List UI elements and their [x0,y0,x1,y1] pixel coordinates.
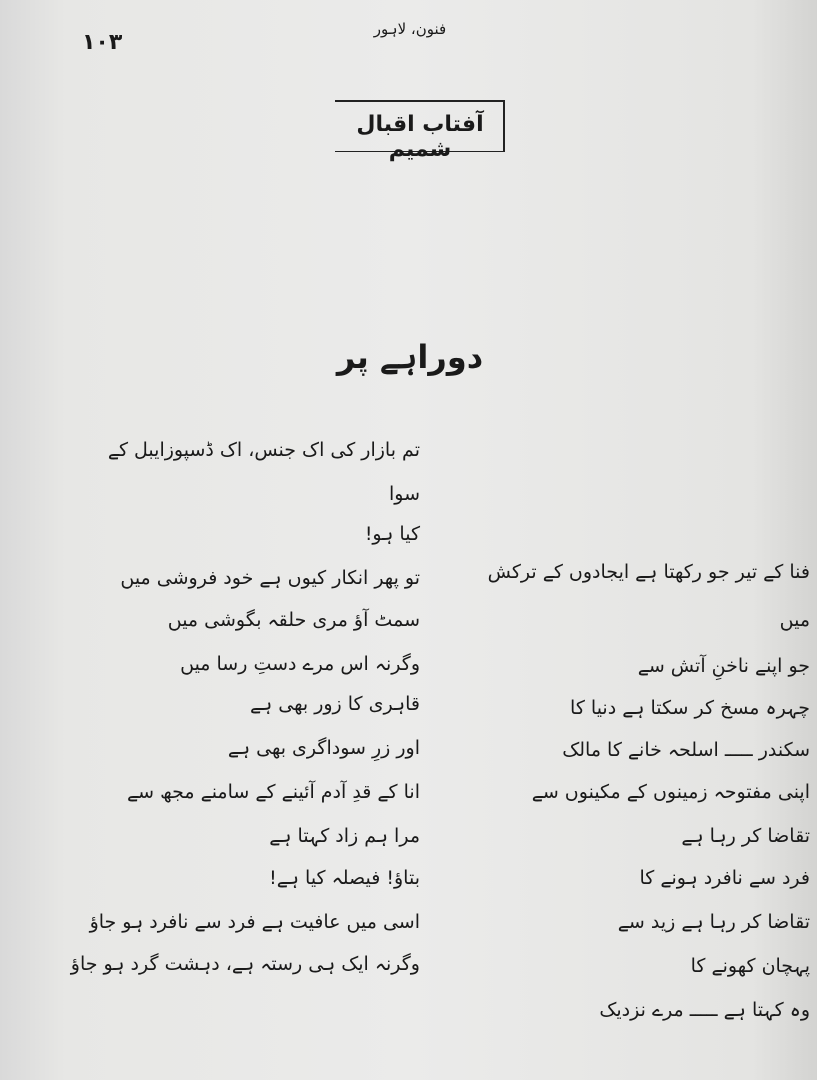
poem-line: میں [779,609,810,631]
poem-line: سمٹ آؤ مری حلقہ بگوشی میں [167,609,420,631]
poem-line: فرد سے نافرد ہونے کا [639,867,810,889]
poem-line: سکندر ـــــ اسلحہ خانے کا مالک [562,739,810,761]
poem-line: تقاضا کر رہا ہے [681,825,810,847]
poem-line: اور زرِ سوداگری بھی ہے [227,737,420,759]
poem-line: وہ کہتا ہے ـــــ مرے نزدیک [599,999,810,1021]
poem-line: تو پھر انکار کیوں ہے خود فروشی میں [120,567,420,589]
poem-line: قاہری کا زور بھی ہے [249,693,420,715]
poem-line: کیا ہو! [364,523,420,545]
poem-title: دوراہے پر [336,338,484,376]
poem-left-column [70,430,420,1030]
poem-line: تم بازار کی اک جنس، اک ڈسپوزایبل کے [107,439,420,461]
poem-line: وگرنہ ایک ہی رستہ ہے، دہشت گرد ہو جاؤ [70,953,420,975]
poem-line: فنا کے تیر جو رکھتا ہے ایجادوں کے ترکش [487,561,810,583]
running-header-title: فنون، لاہور [373,20,447,38]
poem-line: وگرنہ اس مرے دستِ رسا میں [180,653,420,675]
poem-line: چہرہ مسخ کر سکتا ہے دنیا کا [570,697,810,719]
page-number: ۱۰۳ [82,30,123,55]
poem-right-column [440,560,810,1040]
poem-line: جو اپنے ناخنِ آتش سے [637,655,810,677]
author-name: آفتاب اقبال شمیم [356,112,484,162]
poem-line: انا کے قدِ آدم آئینے کے سامنے مجھ سے [126,781,420,803]
poem-line: اسی میں عافیت ہے فرد سے نافرد ہو جاؤ [89,911,420,933]
poem-line: بتاؤ! فیصلہ کیا ہے! [269,867,420,889]
poem-line: تقاضا کر رہا ہے زید سے [617,911,810,933]
poem-line: اپنی مفتوحہ زمینوں کے مکینوں سے [531,781,810,803]
poem-line: سوا [388,483,420,505]
poem-line: مرا ہم زاد کہتا ہے [269,825,420,847]
poem-line: پہچان کھونے کا [690,955,810,977]
